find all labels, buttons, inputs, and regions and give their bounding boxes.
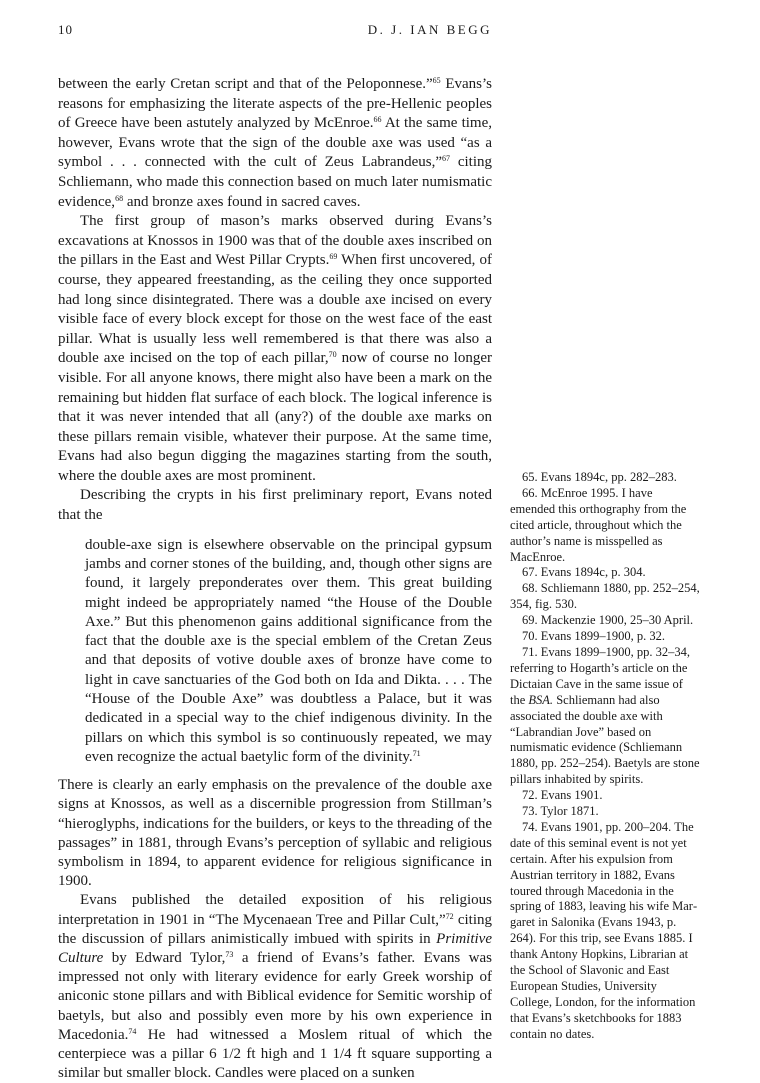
text-run: between the early Cretan script and that of the Peloponnese.” <box>58 76 433 92</box>
text-run: 74. Evans 1901, pp. 200–204. The date of this seminal event is not yet certain. After his expulsion from Austrian territory in 1882, Evans toured through Macedonia in the spring of 1883, leaving his wife Margaret in Salonika (Evans 1943, p. 264). For this trip, see Evans 1885. I thank Antony Hopkins, Librarian at the School of Slavonic and East European Studies, University College, London, for the information that Evans’s sketchbooks for 1883 contain no dates. <box>510 819 698 1041</box>
italic-title: BSA. <box>528 692 554 707</box>
body-paragraph-1 <box>58 75 492 212</box>
footnotes-column <box>510 470 700 1043</box>
body-paragraph-5 <box>58 891 492 1083</box>
text-run: 69. Mackenzie 1900, 25–30 April. <box>522 613 694 628</box>
text-run: 66. McEnroe 1995. I have emended this orthography from the cited article, throughout which the author’s name is misspelled as MacEnroe. <box>510 485 687 564</box>
text-run: Schliemann had also associated the double axe with “Labrandian Jove” based on numismatic evidence (Schliemann 1880, pp. 252–254). Baetyls are stone pillars inhabited by spirits. <box>510 692 700 787</box>
footnote-ref: 73 <box>225 950 234 960</box>
footnote-ref: 71 <box>412 748 421 758</box>
footnote-ref: 66 <box>373 115 382 125</box>
text-run: Evans published the detailed exposition of his religious interpretation in 1901 in “The Mycenaean Tree and Pillar Cult,” <box>58 892 492 928</box>
footnote-ref: 70 <box>328 350 337 360</box>
text-run: He had witnessed a Moslem ritual of which the centerpiece was a pillar 6 1/2 ft high and 1 1/4 ft square supporting a similar but smaller block. Candles were placed on a sunken <box>58 1026 492 1082</box>
footnote-ref: 65 <box>432 76 441 85</box>
text-run: and bronze axes found in sacred caves. <box>123 193 361 210</box>
text-run: 65. Evans 1894c, pp. 282–283. <box>522 470 677 484</box>
text-run: 70. Evans 1899–1900, p. 32. <box>522 629 666 644</box>
body-paragraph-4 <box>58 776 492 891</box>
running-head-author: D. J. IAN BEGG <box>367 22 492 37</box>
italic-title: Primitive Culture <box>58 930 492 967</box>
text-run: 71. Evans 1899–1900, pp. 32–34, referring to Hogarth’s article on the Dictaian Cave in the same issue of the <box>510 644 691 707</box>
footnote-ref: 72 <box>445 911 454 921</box>
text-run: now of course no longer visible. For all anyone knows, there might also have been a mark on the remaining but hidden flat surface of each block. The logical inference is that it was never intended that all (any?) of the double axe marks on these pillars remain visible, whatever their purpose. At the same time, Evans had also begun digging the magazines starting from the south, where the double axes are most prominent. <box>58 350 492 484</box>
text-run: Evans’s reasons for emphasizing the literate aspects of the pre-Hellenic peoples of Greece have been astutely analyzed by McEnroe. <box>58 76 492 132</box>
footnote <box>510 565 700 581</box>
footnote <box>510 788 700 804</box>
running-header <box>58 22 492 42</box>
footnote <box>510 804 700 820</box>
footnote <box>510 820 700 1043</box>
block-quote <box>85 536 492 768</box>
footnote <box>510 645 700 788</box>
text-run: citing Schliemann, who made this connection based on much later numismatic evidence, <box>58 154 492 210</box>
main-text-column <box>58 75 492 1083</box>
text-run: When first uncovered, of course, they appeared freestanding, as the ceiling they once supported had long since disintegrated. There was a double axe incised on every visible face of every block except for those on the west face of the east pillar. What is usually less well remembered is that there was also a double axe incised on the top of each pillar, <box>58 252 492 367</box>
text-run: a friend of Evans’s father. Evans was impressed not only with literary evidence for early Greek worship of aniconic stone pillars and with Biblical evidence for Semitic worship of baetyls, but also and possibly even more by his own experience in Macedonia. <box>58 950 492 1043</box>
text-run: 67. Evans 1894c, p. 304. <box>522 565 646 580</box>
text-run: 73. Tylor 1871. <box>522 804 599 819</box>
text-run: There is clearly an early emphasis on the prevalence of the double axe signs at Knossos, as well as a discernible progression from Stillman’s “hieroglyphs, indications for the builders, or keys to the threading of the passages” in 1881, through Evans’s perception of syllabic and religious symbolism in 1894, to apparent evidence for religious significance in 1900. <box>58 777 492 890</box>
text-run: citing the discussion of pillars animistically imbued with spirits in <box>58 911 492 947</box>
body-paragraph-2 <box>58 212 492 486</box>
text-run: 68. Schliemann 1880, pp. 252–254, 354, fig. 530. <box>510 581 700 612</box>
footnote-ref: 69 <box>329 252 338 262</box>
text-run: 72. Evans 1901. <box>522 788 603 803</box>
text-run: Describing the crypts in his first preliminary report, Evans noted that the <box>58 487 492 524</box>
body-paragraph-3 <box>58 486 492 525</box>
page-number: 10 <box>58 22 73 37</box>
text-run: double-axe sign is elsewhere observable on the principal gypsum jambs and corner stones of the building, and, though other signs are found, it largely preponderates over them. This great building might indeed be appropriately named “the House of the Double Axe.” But this phenomenon gains additional significance from the fact that the double axe is the special emblem of the Cretan Zeus and that deposits of votive double axes of bronze have come to light in cave sanctuaries of the God both on Ida and Dikta. . . . The “House of the Double Axe” was doubtless a Palace, but it was dedicated in a special way to the chief indigenous divinity. In the pillars on which this symbol is so continuously repeated, we may even recognize the actual baetylic form of the divinity. <box>85 536 492 765</box>
footnote-ref: 74 <box>128 1026 137 1036</box>
text-run: by Edward Tylor, <box>103 950 226 967</box>
footnote <box>510 486 700 566</box>
footnote <box>510 613 700 629</box>
footnote <box>510 581 700 613</box>
text-run: The first group of mason’s marks observed during Evans’s excavations at Knossos in 1900 was that of the double axes inscribed on the pillars in the East and West Pillar Crypts. <box>58 213 492 269</box>
footnote <box>510 470 700 486</box>
footnote <box>510 629 700 645</box>
text-run: At the same time, however, Evans wrote that the sign of the double axe was used “as a symbol . . . connected with the cult of Zeus Labrandeus,” <box>58 115 492 171</box>
footnote-ref: 68 <box>115 193 124 203</box>
footnote-ref: 67 <box>442 154 450 164</box>
